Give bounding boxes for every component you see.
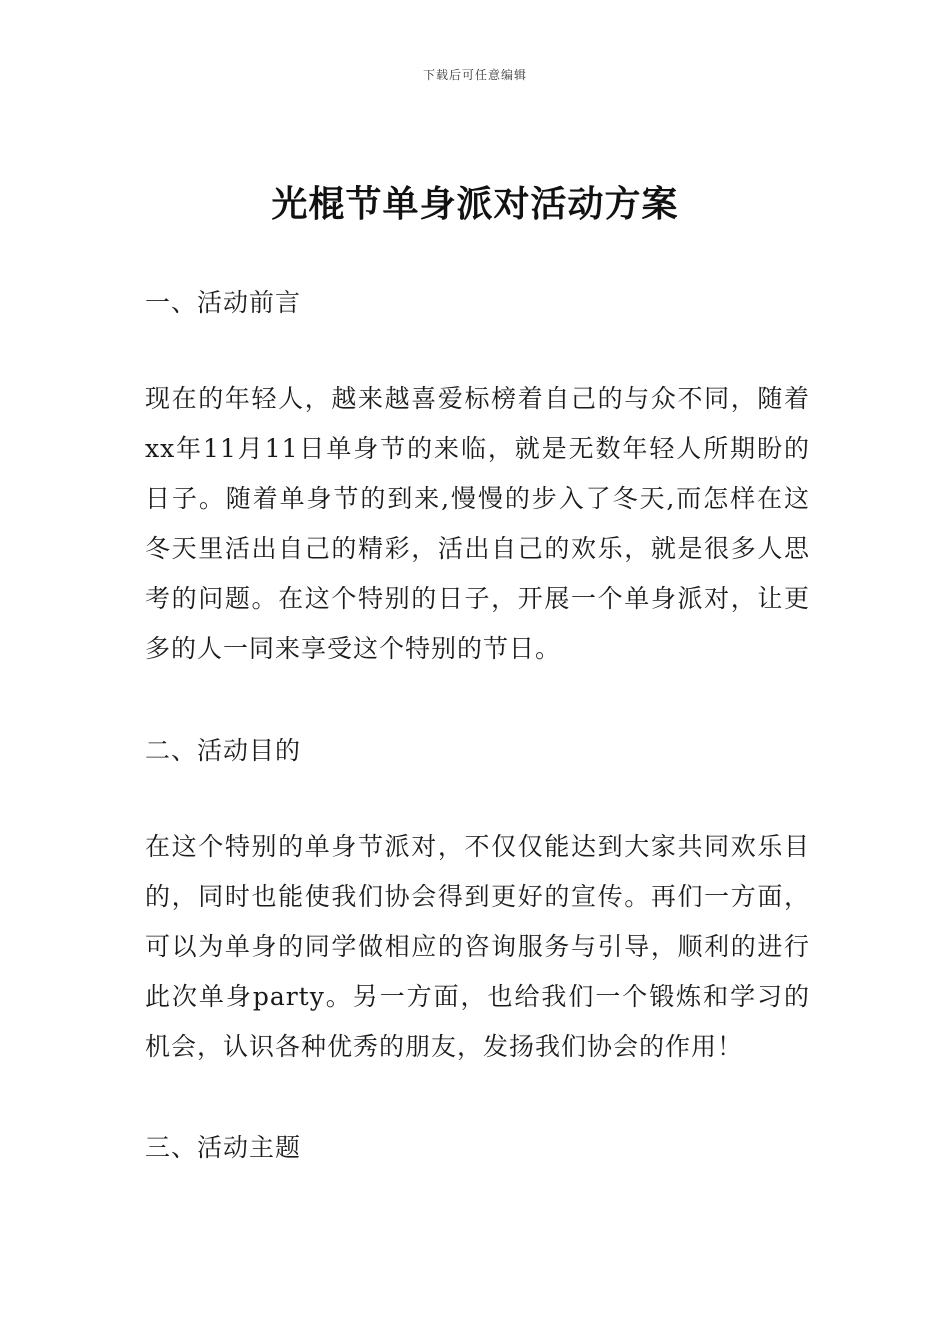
section-heading-theme: 三、活动主题 [145, 1133, 302, 1162]
section-body-preface: 现在的年轻人，越来越喜爱标榜着自己的与众不同，随着xx年11月11日单身节的来临，就是无数年轻人所期盼的日子。随着单身节的到来,慢慢的步入了冬天,而怎样在这冬天里活出自己的精彩，活出自己的欢乐，就是很多人思考的问题。在这个特别的日子，开展一个单身派对，让更多的人一同来享受这个特别的节日。 [145, 384, 810, 663]
section-body-purpose: 在这个特别的单身节派对，不仅仅能达到大家共同欢乐目的，同时也能使我们协会得到更好的宣传。再们一方面，可以为单身的同学做相应的咨询服务与引导，顺利的进行此次单身party。另一方面，也给我们一个锻炼和学习的机会，认识各种优秀的朋友，发扬我们协会的作用！ [145, 832, 810, 1061]
document-title: 光棍节单身派对活动方案 [271, 184, 679, 225]
section-heading-purpose: 二、活动目的 [145, 736, 302, 765]
section-heading-preface: 一、活动前言 [145, 288, 302, 317]
header-note: 下载后可任意编辑 [422, 68, 527, 82]
